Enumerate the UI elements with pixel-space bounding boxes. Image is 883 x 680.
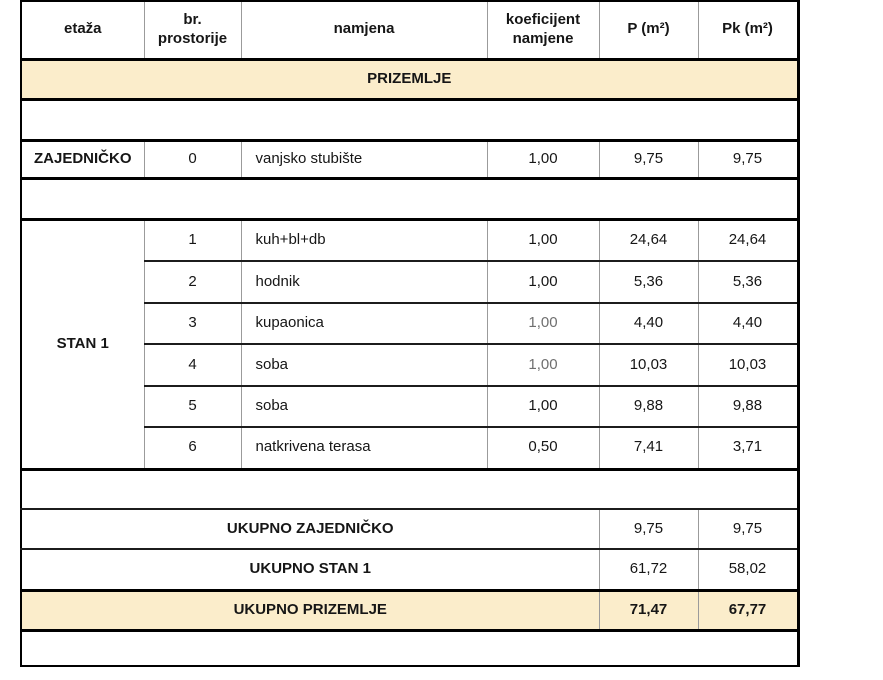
- total-label: UKUPNO STAN 1: [21, 549, 599, 590]
- cell-pk: 10,03: [698, 344, 798, 386]
- header-pk-m2: Pk (m²): [698, 1, 798, 59]
- cell-koeficijent: 0,50: [487, 427, 599, 469]
- cell-namjena: vanjsko stubište: [241, 140, 487, 178]
- total-pk: 67,77: [698, 590, 798, 630]
- cell-p: 9,88: [599, 386, 698, 427]
- empty-cell: [21, 99, 798, 140]
- stan1-row: [21, 219, 798, 261]
- total-pk: 9,75: [698, 509, 798, 549]
- cell-pk: 4,40: [698, 303, 798, 344]
- cell-koeficijent: 1,00: [487, 261, 599, 303]
- total-zajednicko-row: [21, 509, 798, 549]
- section-label-prizemlje: PRIZEMLJE: [21, 59, 798, 99]
- total-pk: 58,02: [698, 549, 798, 590]
- cell-br: 4: [144, 344, 241, 386]
- cell-pk: 3,71: [698, 427, 798, 469]
- total-p: 71,47: [599, 590, 698, 630]
- cell-namjena: soba: [241, 386, 487, 427]
- empty-row: [21, 630, 798, 666]
- header-br-prostorije: br. prostorije: [144, 1, 241, 59]
- cell-br: 6: [144, 427, 241, 469]
- cell-p: 9,75: [599, 140, 698, 178]
- cell-p: 7,41: [599, 427, 698, 469]
- cell-koeficijent: 1,00: [487, 219, 599, 261]
- cell-namjena: kuh+bl+db: [241, 219, 487, 261]
- total-stan1-row: [21, 549, 798, 590]
- cell-namjena: natkrivena terasa: [241, 427, 487, 469]
- cell-namjena: kupaonica: [241, 303, 487, 344]
- cell-br: 2: [144, 261, 241, 303]
- cell-koeficijent: 1,00: [487, 140, 599, 178]
- cell-koeficijent: 1,00: [487, 303, 599, 344]
- cell-koeficijent: 1,00: [487, 344, 599, 386]
- zajednicko-row: [21, 140, 798, 178]
- cell-br: 3: [144, 303, 241, 344]
- cell-etaza: ZAJEDNIČKO: [21, 140, 144, 178]
- section-banner-row: [21, 59, 798, 99]
- cell-pk: 24,64: [698, 219, 798, 261]
- cell-stan1-label: STAN 1: [21, 219, 144, 469]
- cell-pk: 9,88: [698, 386, 798, 427]
- cell-p: 5,36: [599, 261, 698, 303]
- empty-cell: [21, 469, 798, 509]
- empty-row: [21, 178, 798, 219]
- header-koeficijent: koeficijent namjene: [487, 1, 599, 59]
- cell-pk: 9,75: [698, 140, 798, 178]
- cell-namjena: soba: [241, 344, 487, 386]
- area-table: [20, 0, 800, 667]
- cell-br: 5: [144, 386, 241, 427]
- cell-p: 10,03: [599, 344, 698, 386]
- empty-row: [21, 99, 798, 140]
- empty-cell: [21, 178, 798, 219]
- area-table-sheet: [20, 0, 800, 667]
- cell-p: 24,64: [599, 219, 698, 261]
- cell-koeficijent: 1,00: [487, 386, 599, 427]
- header-namjena: namjena: [241, 1, 487, 59]
- cell-namjena: hodnik: [241, 261, 487, 303]
- header-row: [21, 1, 798, 59]
- total-p: 61,72: [599, 549, 698, 590]
- total-label: UKUPNO PRIZEMLJE: [21, 590, 599, 630]
- header-p-m2: P (m²): [599, 1, 698, 59]
- total-p: 9,75: [599, 509, 698, 549]
- empty-cell: [21, 630, 798, 666]
- total-label: UKUPNO ZAJEDNIČKO: [21, 509, 599, 549]
- cell-br: 1: [144, 219, 241, 261]
- cell-pk: 5,36: [698, 261, 798, 303]
- cell-br: 0: [144, 140, 241, 178]
- cell-p: 4,40: [599, 303, 698, 344]
- empty-row: [21, 469, 798, 509]
- header-etaza: etaža: [21, 1, 144, 59]
- total-prizemlje-row: [21, 590, 798, 630]
